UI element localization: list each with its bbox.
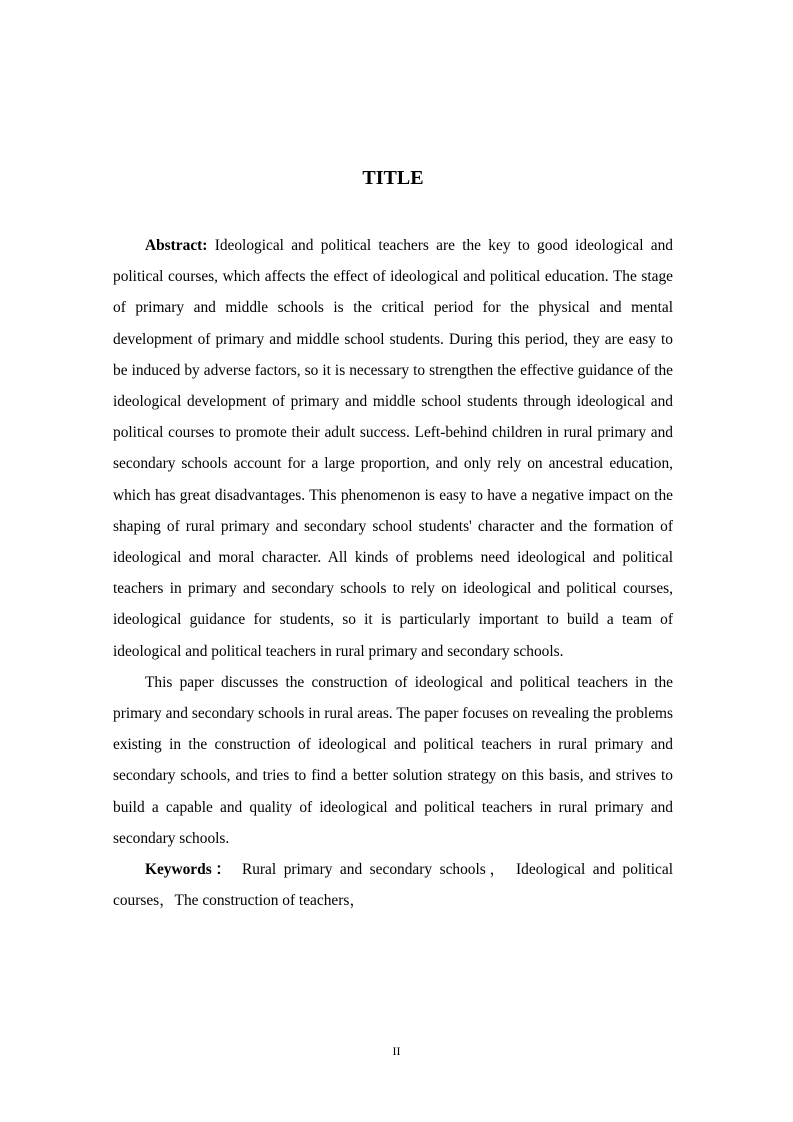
abstract-paragraph xyxy=(113,230,673,667)
abstract-body xyxy=(113,230,673,916)
keywords-label: Keywords： xyxy=(145,861,235,879)
second-paragraph: This paper discusses the construction of ideological and political teachers in the primary and secondary schools in rural areas. The paper focuses on revealing the problems existing in the construction of ideological and political teachers in rural primary and secondary schools, and tries to find a better solution strategy on this basis, and strives to build a capable and quality of ideological and political teachers in rural primary and secondary schools. xyxy=(113,673,673,847)
page-number: II xyxy=(392,1044,401,1058)
keywords-text: Rural primary and secondary schools， Ideological and political courses，The construction of teachers， xyxy=(113,861,673,910)
abstract-label: Abstract: xyxy=(145,237,208,254)
abstract-text: Ideological and political teachers are the key to good ideological and political courses, which affects the effect of ideological and political education. The stage of primary and middle schools is the critical period for the physical and mental development of primary and middle school students. During this period, they are easy to be induced by adverse factors, so it is necessary to strengthen the effective guidance of the ideological development of primary and middle school students through ideological and political courses to promote their adult success. Left-behind children in rural primary and secondary schools account for a large proportion, and only rely on ancestral education, which has great disadvantages. This phenomenon is easy to have a negative impact on the shaping of rural primary and secondary school students' character and the formation of ideological and moral character. All kinds of problems need ideological and political teachers in primary and secondary schools to rely on ideological and political courses, ideological guidance for students, so it is particularly important to build a team of ideological and political teachers in rural primary and secondary schools. xyxy=(113,237,673,660)
page-title: TITLE xyxy=(362,167,424,189)
keywords-paragraph xyxy=(113,854,673,916)
